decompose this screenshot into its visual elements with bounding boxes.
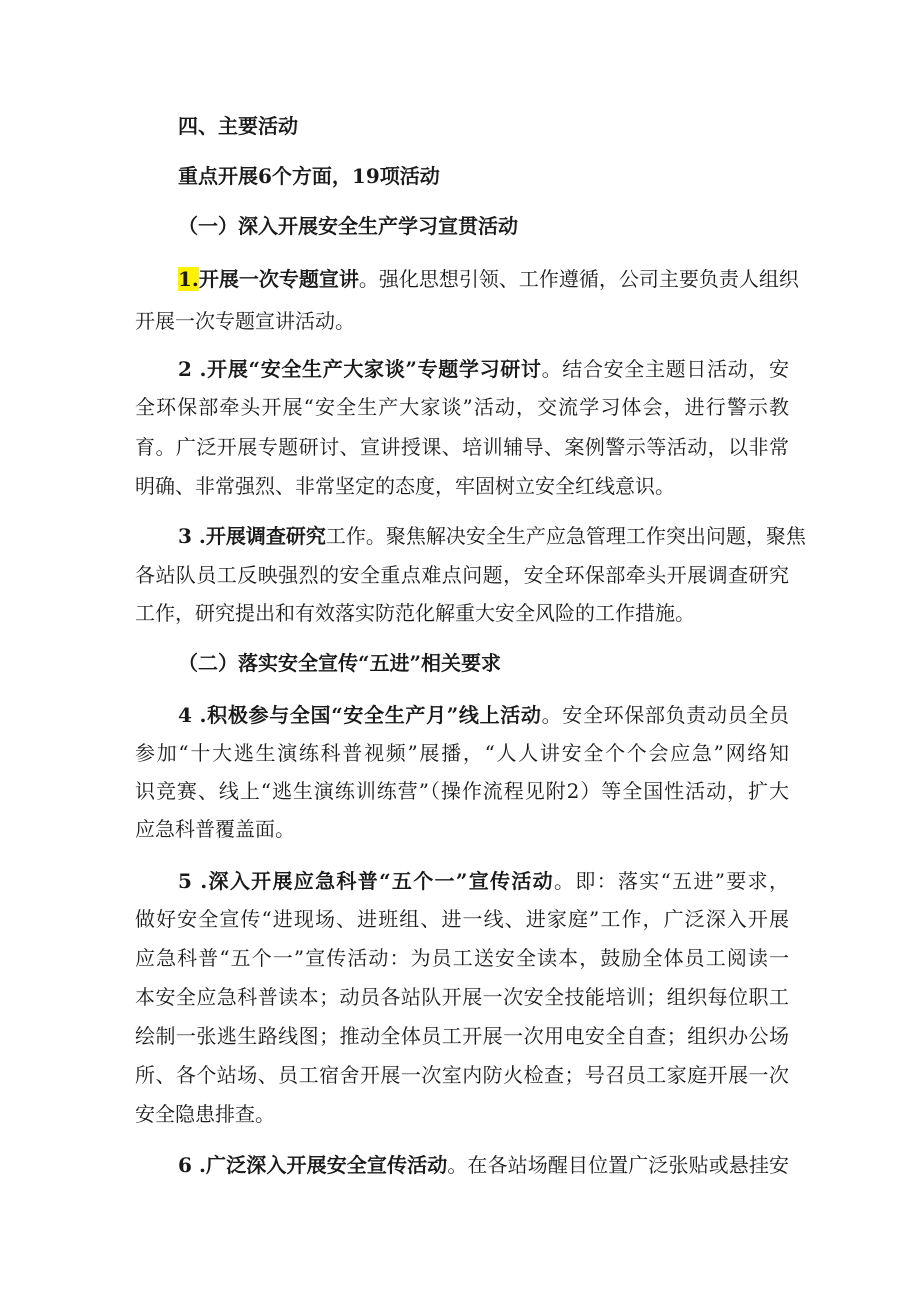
item-4-line-3: 识竞赛、线上“逃生演练训练营”（操作流程见附2）等全国性活动，扩大	[135, 779, 789, 803]
item-5-title: 深入开展应急科普“五个一”宣传活动	[207, 869, 554, 893]
item-1-body: 。强化思想引领、工作遵循，公司主要负责人组织	[358, 267, 799, 291]
item-6-body: 。在各站场醒目位置广泛张贴或悬挂安	[447, 1153, 790, 1177]
item-5-line-6: 所、各个站场、员工宿舍开展一次室内防火检查；号召员工家庭开展一次	[135, 1063, 789, 1087]
item-2-line-4: 明确、非常强烈、非常坚定的态度，牢固树立安全红线意识。	[135, 474, 675, 498]
item-5-line-7: 安全隐患排查。	[135, 1102, 275, 1126]
subheading-2: （二）落实安全宣传“五进”相关要求	[178, 651, 502, 675]
item-5-line-2: 做好安全宣传“进现场、进班组、进一线、进家庭”工作，广泛深入开展	[135, 907, 789, 931]
item-5-line-4: 本安全应急科普读本；动员各站队开展一次安全技能培训；组织每位职工	[135, 985, 789, 1009]
item-3-number: 3 .	[178, 524, 206, 548]
item-4-line-2: 参加“十大逃生演练科普视频”展播，“人人讲安全个个会应急”网络知	[135, 741, 789, 765]
item-5-line-3: 应急科普“五个一”宣传活动：为员工送安全读本，鼓励全体员工阅读一	[135, 946, 789, 970]
item-2-line-2: 全环保部牵头开展“安全生产大家谈”活动，交流学习体会，进行警示教	[135, 395, 789, 419]
item-4-line-4: 应急科普覆盖面。	[135, 817, 295, 841]
item-4-number: 4 .	[178, 703, 207, 727]
section-heading: 四、主要活动	[178, 114, 298, 138]
subheading-1: （一）深入开展安全生产学习宣贯活动	[178, 214, 518, 238]
item-6-line-1	[178, 1153, 789, 1177]
item-3-line-3: 工作，研究提出和有效落实防范化解重大安全风险的工作措施。	[135, 601, 695, 625]
item-4-line-1	[178, 703, 789, 727]
item-4-title: 积极参与全国“安全生产月”线上活动	[206, 703, 542, 727]
item-3-line-1	[178, 524, 806, 548]
item-4-body: 。安全环保部负责动员全员	[541, 703, 789, 727]
item-2-number: 2 .	[178, 357, 207, 381]
item-1-line-2: 开展一次专题宣讲活动。	[135, 309, 355, 333]
item-5-body: 。即：落实“五进”要求，	[554, 869, 790, 893]
item-6-title: 广泛深入开展安全宣传活动	[205, 1153, 448, 1177]
item-3-line-2: 各站队员工反映强烈的安全重点难点问题，安全环保部牵头开展调查研究	[135, 563, 789, 587]
item-5-number: 5 .	[178, 869, 208, 893]
item-1-number: 1.	[178, 267, 199, 291]
item-5-line-5: 绘制一张逃生路线图；推动全体员工开展一次用电安全自查；组织办公场	[135, 1024, 789, 1048]
item-1-title: 开展一次专题宣讲	[198, 267, 359, 291]
item-2-line-1	[178, 357, 789, 381]
item-3-body: 工作。聚焦解决安全生产应急管理工作突出问题，聚焦	[325, 524, 806, 548]
item-2-line-3: 育。广泛开展专题研讨、宣讲授课、培训辅导、案例警示等活动，以非常	[135, 435, 789, 459]
item-5-line-1	[178, 869, 789, 893]
item-1-line-1	[178, 267, 799, 291]
item-3-title: 开展调查研究	[205, 524, 326, 548]
summary-line: 重点开展6个方面，19项活动	[178, 164, 440, 188]
item-2-body: 。结合安全主题日活动，安	[541, 357, 789, 381]
item-2-title: 开展“安全生产大家谈”专题学习研讨	[206, 357, 542, 381]
item-6-number: 6 .	[178, 1153, 206, 1177]
